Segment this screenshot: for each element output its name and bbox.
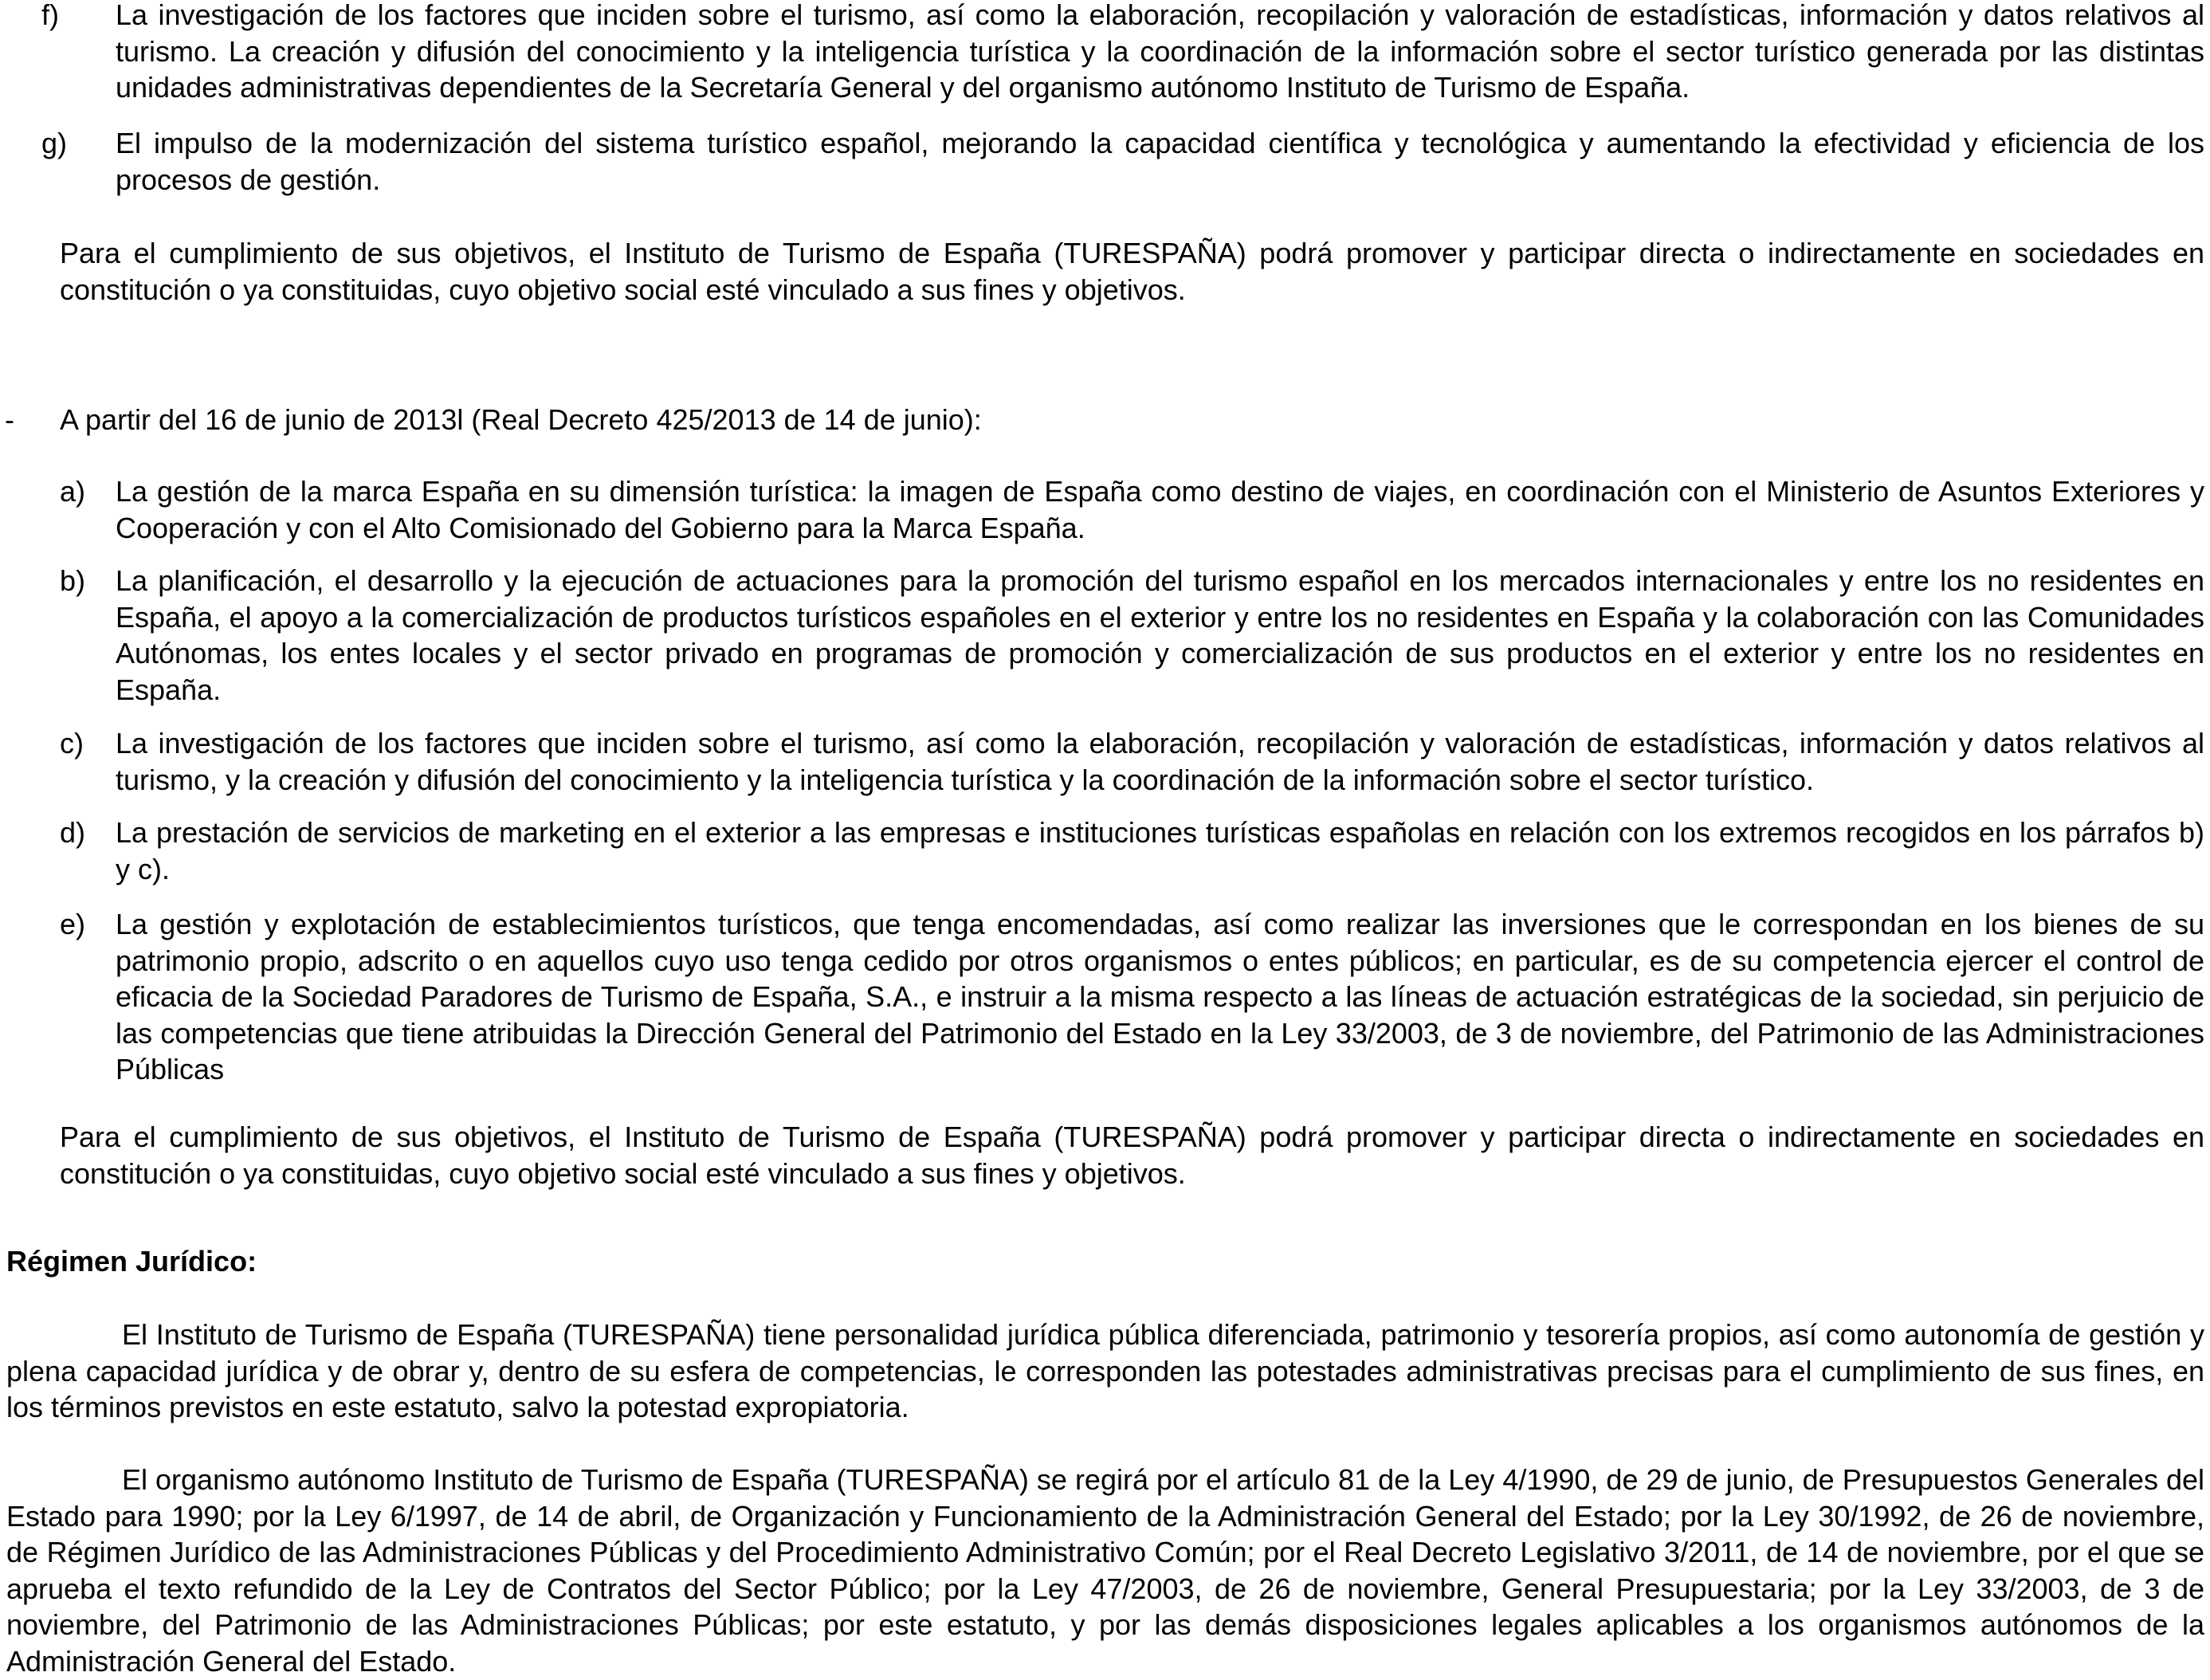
list-item-e-text: La gestión y explotación de establecimientos turísticos, que tenga encomendadas, así como realizar las inversiones que le correspondan en los bienes de su patrimonio propio, adscrito o en aquellos cuyo uso tenga cedido por otros organismos o entes públicos; en particular, es de su competencia ejercer el control de eficacia de la Sociedad Paradores de Turismo de España, S.A., e instruir a la misma respecto a las líneas de actuación estratégicas de la sociedad, sin perjuicio de las competencias que tiene atribuidas la Dirección General del Patrimonio del Estado en la Ley 33/2003, de 3 de noviembre, del Patrimonio de las Administraciones Públicas xyxy=(116,908,2204,1085)
section-2013-intro: A partir del 16 de junio de 2013l (Real Decreto 425/2013 de 14 de junio): xyxy=(60,403,982,436)
list-label-d: d) xyxy=(60,816,86,849)
objectives-paragraph-1: Para el cumplimiento de sus objetivos, el Instituto de Turismo de España (TURESPAÑA) podrá promover y participar directa o indirectamente en sociedades en constitución o ya constituidas, cuyo objetivo social esté vinculado a sus fines y objetivos. xyxy=(60,237,2204,306)
list-item-f-text: La investigación de los factores que inciden sobre el turismo, así como la elaboración, recopilación y valoración de estadísticas, información y datos relativos al turismo. La creación y difusión del conocimiento y la inteligencia turística y la coordinación de la información sobre el sector turístico generada por las distintas unidades administrativas dependientes de la Secretaría General y del organismo autónomo Instituto de Turismo de España. xyxy=(116,0,2204,104)
objectives-paragraph-2: Para el cumplimiento de sus objetivos, el Instituto de Turismo de España (TURESPAÑA) podrá promover y participar directa o indirectamente en sociedades en constitución o ya constituidas, cuyo objetivo social esté vinculado a sus fines y objetivos. xyxy=(60,1121,2204,1190)
list-label-a: a) xyxy=(60,475,86,508)
list-label-b: b) xyxy=(60,564,86,597)
list-label-g: g) xyxy=(41,127,68,159)
list-item-g-text: El impulso de la modernización del sistema turístico español, mejorando la capacidad científica y tecnológica y aumentando la efectividad y eficiencia de los procesos de gestión. xyxy=(116,127,2204,196)
list-label-e: e) xyxy=(60,908,86,940)
list-label-c: c) xyxy=(60,727,84,760)
list-item-a-text: La gestión de la marca España en su dimensión turística: la imagen de España como destino de viajes, en coordinación con el Ministerio de Asuntos Exteriores y Cooperación y con el Alto Comisionado del Gobierno para la Marca España. xyxy=(116,475,2204,544)
list-item-d-text: La prestación de servicios de marketing en el exterior a las empresas e instituciones turísticas españolas en relación con los extremos recogidos en los párrafos b) y c). xyxy=(116,816,2204,885)
regimen-paragraph-2: El organismo autónomo Instituto de Turismo de España (TURESPAÑA) se regirá por el artículo 81 de la Ley 4/1990, de 29 de junio, de Presupuestos Generales del Estado para 1990; por la Ley 6/1997, de 14 de abril, de Organización y Funcionamiento de la Administración General del Estado; por la Ley 30/1992, de 26 de noviembre, de Régimen Jurídico de las Administraciones Públicas y del Procedimiento Administrativo Común; por el Real Decreto Legislativo 3/2011, de 14 de noviembre, por el que se aprueba el texto refundido de la Ley de Contratos del Sector Público; por la Ley 47/2003, de 26 de noviembre, General Presupuestaria; por la Ley 33/2003, de 3 de noviembre, del Patrimonio de las Administraciones Públicas; por este estatuto, y por las demás disposiciones legales aplicables a los organismos autónomos de la Administración General del Estado. xyxy=(6,1463,2204,1678)
list-label-f: f) xyxy=(41,0,59,31)
regimen-juridico-heading: Régimen Jurídico: xyxy=(6,1245,257,1278)
list-item-b-text: La planificación, el desarrollo y la ejecución de actuaciones para la promoción del turismo español en los mercados internacionales y entre los no residentes en España, el apoyo a la comercialización de productos turísticos españoles en el exterior y entre los no residentes en España y la colaboración con las Comunidades Autónomas, los entes locales y el sector privado en programas de promoción y comercialización de sus productos en el exterior y entre los no residentes en España. xyxy=(116,564,2204,706)
section-dash: - xyxy=(5,403,14,436)
regimen-paragraph-1: El Instituto de Turismo de España (TURESPAÑA) tiene personalidad jurídica pública diferenciada, patrimonio y tesorería propios, así como autonomía de gestión y plena capacidad jurídica y de obrar y, dentro de su esfera de competencias, le corresponden las potestades administrativas precisas para el cumplimiento de sus fines, en los términos previstos en este estatuto, salvo la potestad expropiatoria. xyxy=(6,1318,2204,1423)
list-item-c-text: La investigación de los factores que inciden sobre el turismo, así como la elaboración, recopilación y valoración de estadísticas, información y datos relativos al turismo, y la creación y difusión del conocimiento y la inteligencia turística y la coordinación de la información sobre el sector turístico. xyxy=(116,727,2204,796)
